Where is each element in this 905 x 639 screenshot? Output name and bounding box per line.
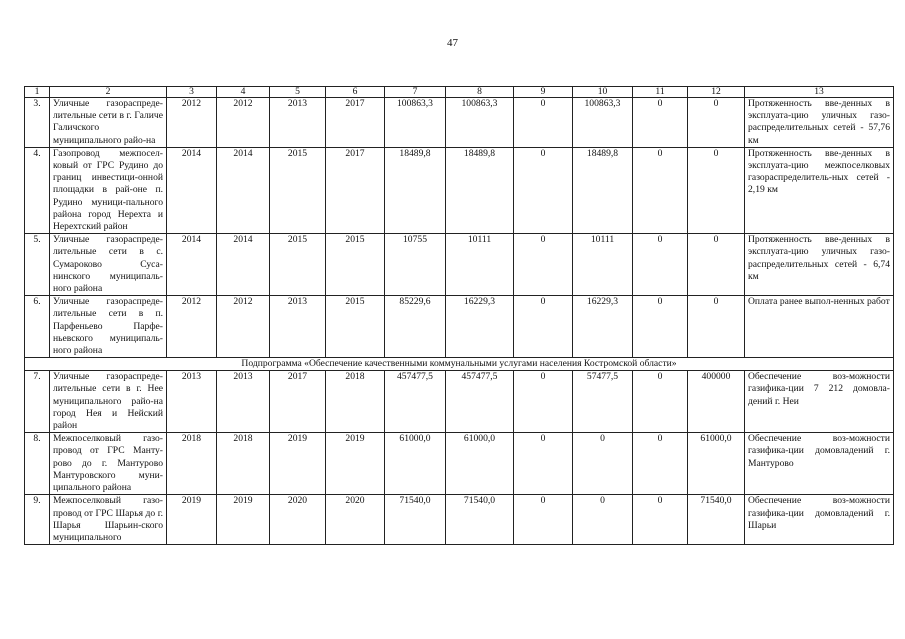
table-cell: 2018 (217, 433, 270, 495)
table-cell: 2019 (167, 495, 217, 545)
table-cell: 3. (25, 98, 50, 148)
table-cell: 0 (688, 147, 745, 233)
table-cell: Межпоселковый газо-провод от ГРС Манту-рово до г. Мантурово Мантуровского муни-ципального района (50, 433, 167, 495)
column-header: 8 (446, 87, 514, 98)
table-cell: 8. (25, 433, 50, 495)
column-header: 11 (633, 87, 688, 98)
table-cell: 71540,0 (446, 495, 514, 545)
table-cell: 6. (25, 296, 50, 358)
table-cell: Протяженность вве-денных в эксплуата-цию межпоселковых газораспределитель-ных сетей - 2,19 км (745, 147, 894, 233)
table-cell: 2014 (217, 147, 270, 233)
table-row (25, 147, 894, 233)
table-cell: 2012 (167, 296, 217, 358)
table-cell: 457477,5 (446, 371, 514, 433)
table-cell: 0 (633, 495, 688, 545)
table-cell: 2017 (326, 98, 385, 148)
table-cell: 2013 (270, 296, 326, 358)
column-header: 4 (217, 87, 270, 98)
subprogram-row (25, 358, 894, 371)
table-cell: 16229,3 (446, 296, 514, 358)
table-cell: Обеспечение воз-можности газифика-ции домовладений г. Шарьи (745, 495, 894, 545)
table-cell: 61000,0 (688, 433, 745, 495)
table-cell: Протяженность вве-денных в эксплуата-цию уличных газо-распределительных сетей - 57,76 км (745, 98, 894, 148)
table-cell: 0 (514, 495, 573, 545)
table-cell: Оплата ранее выпол-ненных работ (745, 296, 894, 358)
table-cell: 2012 (217, 296, 270, 358)
table-cell: 0 (514, 433, 573, 495)
column-header: 2 (50, 87, 167, 98)
column-header: 6 (326, 87, 385, 98)
table-cell: 100863,3 (446, 98, 514, 148)
table-cell: 0 (633, 433, 688, 495)
table-cell: 85229,6 (385, 296, 446, 358)
table-cell: 0 (514, 234, 573, 296)
table-cell: 2015 (326, 234, 385, 296)
table-row (25, 371, 894, 433)
table-cell: 0 (633, 147, 688, 233)
table-cell: 2020 (326, 495, 385, 545)
table-cell: 2019 (217, 495, 270, 545)
table-cell: 0 (514, 147, 573, 233)
table-cell: 4. (25, 147, 50, 233)
table-cell: Уличные газораспреде-лительные сети в г. Галиче Галичского муниципального райо-на (50, 98, 167, 148)
column-header: 9 (514, 87, 573, 98)
table-cell: 0 (688, 234, 745, 296)
table-cell: 2017 (270, 371, 326, 433)
table-cell: 61000,0 (446, 433, 514, 495)
table-cell: 0 (573, 433, 633, 495)
table-cell: Уличные газораспреде-лительные сети в с. Сумароково Суса-нинского муниципаль-ного района (50, 234, 167, 296)
table-cell: Уличные газораспреде-лительные сети в г. Нее муниципального райо-на город Нея и Нейский район (50, 371, 167, 433)
table-cell: 400000 (688, 371, 745, 433)
column-header: 12 (688, 87, 745, 98)
table-cell: Обеспечение воз-можности газифика-ции 7 212 домовла-дений г. Неи (745, 371, 894, 433)
table-cell: Уличные газораспреде-лительные сети в п. Парфеньево Парфе-ньевского муниципаль-ного района (50, 296, 167, 358)
column-header: 3 (167, 87, 217, 98)
table-cell: Протяженность вве-денных в эксплуата-цию уличных газо-распределительных сетей - 6,74 км (745, 234, 894, 296)
table-cell: Обеспечение воз-можности газифика-ции домовладений г. Мантурово (745, 433, 894, 495)
table-cell: 0 (688, 296, 745, 358)
table-cell: 0 (633, 234, 688, 296)
table-cell: 2015 (270, 147, 326, 233)
page-number: 47 (447, 37, 458, 49)
table-cell: 0 (633, 98, 688, 148)
table-cell: 0 (633, 371, 688, 433)
table-cell: 61000,0 (385, 433, 446, 495)
table-cell: 57477,5 (573, 371, 633, 433)
table-cell: 2012 (167, 98, 217, 148)
table-cell: 2014 (167, 234, 217, 296)
table-cell: 0 (514, 371, 573, 433)
table-cell: 7. (25, 371, 50, 433)
table-cell: 0 (514, 296, 573, 358)
table-row (25, 98, 894, 148)
table-cell: 0 (633, 296, 688, 358)
table-cell: 100863,3 (385, 98, 446, 148)
table-cell: 71540,0 (688, 495, 745, 545)
table-cell: 10111 (573, 234, 633, 296)
table-cell: 16229,3 (573, 296, 633, 358)
table-cell: 2019 (326, 433, 385, 495)
table-cell: 9. (25, 495, 50, 545)
table-cell: Газопровод межпосел-ковый от ГРС Рудино до границ инвестици-онной площадки в рай-оне п. Рудино муници-пального района город Нерехта и Нерехтский район (50, 147, 167, 233)
table-cell: 2013 (217, 371, 270, 433)
table-cell: 100863,3 (573, 98, 633, 148)
table-cell: 2015 (270, 234, 326, 296)
table-row (25, 296, 894, 358)
table-cell: 0 (514, 98, 573, 148)
table-cell: 2020 (270, 495, 326, 545)
table-row (25, 495, 894, 545)
column-header: 7 (385, 87, 446, 98)
column-header: 13 (745, 87, 894, 98)
column-header: 1 (25, 87, 50, 98)
table-cell: 2012 (217, 98, 270, 148)
table-cell: 10755 (385, 234, 446, 296)
table-cell: 457477,5 (385, 371, 446, 433)
table-cell: 10111 (446, 234, 514, 296)
program-table (24, 86, 894, 545)
table-cell: 5. (25, 234, 50, 296)
table-cell: 18489,8 (446, 147, 514, 233)
table-cell: 18489,8 (385, 147, 446, 233)
column-header: 10 (573, 87, 633, 98)
table-row (25, 234, 894, 296)
table-cell: Межпоселковый газо-провод от ГРС Шарья до г. Шарья Шарьин-ского муниципального (50, 495, 167, 545)
table-cell: 18489,8 (573, 147, 633, 233)
table-cell: 2018 (326, 371, 385, 433)
table-cell: 2014 (217, 234, 270, 296)
table-cell: 2017 (326, 147, 385, 233)
table-cell: 0 (688, 98, 745, 148)
column-header: 5 (270, 87, 326, 98)
table-cell: 71540,0 (385, 495, 446, 545)
table-cell: 2018 (167, 433, 217, 495)
table-cell: 2014 (167, 147, 217, 233)
table-cell: 2013 (270, 98, 326, 148)
table-row (25, 433, 894, 495)
table-cell: 2013 (167, 371, 217, 433)
table-cell: 0 (573, 495, 633, 545)
header-row (25, 87, 894, 98)
table-cell: 2015 (326, 296, 385, 358)
table-cell: 2019 (270, 433, 326, 495)
subprogram-title: Подпрограмма «Обеспечение качественными коммунальными услугами населения Костромской области» (25, 358, 894, 371)
